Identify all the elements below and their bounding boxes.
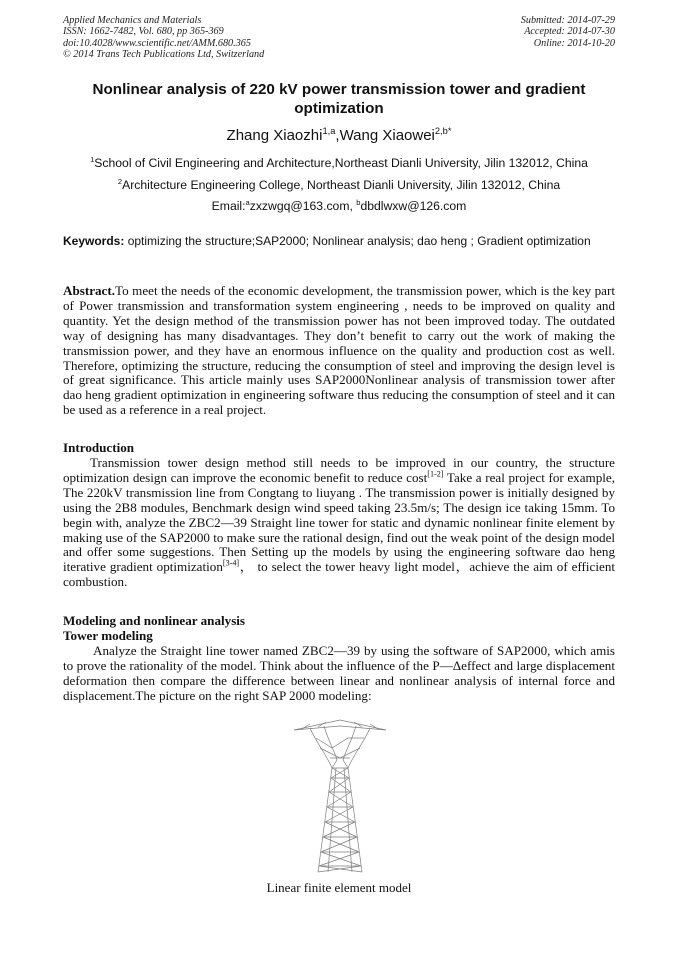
keywords-text: optimizing the structure;SAP2000; Nonlinear analysis; dao heng ; Gradient optimization xyxy=(124,234,591,248)
email-b-marker: b xyxy=(356,197,361,207)
author-2-marker: 2,b* xyxy=(434,126,452,136)
author-1-marker: 1,a xyxy=(322,126,336,136)
journal-info xyxy=(63,15,264,60)
journal-issn: ISSN: 1662-7482, Vol. 680, pp 365-369 xyxy=(63,26,224,38)
introduction-paragraph xyxy=(63,456,615,590)
introduction-text-1: Transmission tower design method still needs to be improved in our country, the structure optimization design can improve the economic benefit to reduce cost xyxy=(63,455,615,485)
tower-modeling-paragraph: Analyze the Straight line tower named ZBC2—39 by using the software of SAP2000, which amis to prove the rationality of the model. Think about the influence of the P—Δeffect and large displacement deformation then compare the difference between linear and nonlinear analysis of internal force and displacement.The picture on the right SAP 2000 modeling: xyxy=(63,643,615,703)
keywords xyxy=(63,234,615,249)
abstract-label: Abstract. xyxy=(63,283,115,298)
introduction-text-3: ， to select the tower heavy light model，achieve the aim of efficient combustion. xyxy=(63,559,616,590)
modeling-heading xyxy=(63,614,615,629)
author-line xyxy=(63,127,615,145)
figure-caption: Linear finite element model xyxy=(266,880,412,895)
affiliation-1-marker: 1 xyxy=(90,154,95,164)
author-2: Wang Xiaowei xyxy=(339,127,435,144)
affiliation-1 xyxy=(63,156,615,170)
journal-name: Applied Mechanics and Materials xyxy=(63,15,202,26)
affiliation-2-marker: 2 xyxy=(117,176,123,186)
introduction-text-2: Take a real project for example, The 220kV transmission line from Congtang to liuyang . The transmission power is initially designed by using the 2B8 modules, Benchmark design wind speed taking 23.5m/s; The design ice taking 15mm. To begin with, analyze the ZBC2—39 Straight line tower for static and dynamic nonlinear finite element by making use of the SAP2000 to make sure the rational design, find out the weak point of the design model and offer some suggestions. Then Setting up the models by using the engineering software dao heng iterative gradient optimization xyxy=(63,469,616,575)
tower-modeling-heading xyxy=(63,629,615,644)
keywords-label: Keywords: xyxy=(63,234,125,248)
affiliation-1-text: School of Civil Engineering and Architecture,Northeast Dianli University, Jilin 132012, China xyxy=(94,156,588,170)
online-date: Online: 2014-10-20 xyxy=(533,37,615,49)
email-a-marker: a xyxy=(245,197,250,207)
citation-2: [3-4] xyxy=(222,558,240,568)
submitted-date: Submitted: 2014-07-29 xyxy=(520,15,615,26)
citation-1: [1-2] xyxy=(427,469,444,479)
section-heading: Modeling and nonlinear analysis xyxy=(63,613,246,628)
abstract xyxy=(63,284,615,418)
section-heading: Introduction xyxy=(63,440,135,455)
abstract-text: To meet the needs of the economic development, the transmission power, which is the key part of Power transmission and transformation system engineering , needs to be improved on quality and quantity. Yet the design method of the transmission power has not been improved today. The outdated way of designing has many disadvantages. They don’t benefit to carry out the work of making the transmission power, and they have an enormous influence on the quality and production cost as well. Therefore, optimizing the structure, reducing the consumption of steel and improving the design level is of great significance. This article mainly uses SAP2000Nonlinear analysis of transmission tower after dao heng gradient optimization in engineering software thus reducing the consumption of steel and it can be used as a reference in a real project. xyxy=(63,283,615,418)
tower-model-figure xyxy=(290,714,390,880)
author-1: Zhang Xiaozhi xyxy=(226,127,323,144)
journal-copyright: © 2014 Trans Tech Publications Ltd, Switzerland xyxy=(63,48,265,60)
email-line xyxy=(63,199,615,213)
introduction-heading xyxy=(63,441,615,456)
affiliation-2-text: Architecture Engineering College, Northeast Dianli University, Jilin 132012, China xyxy=(122,178,561,192)
author-separator: , xyxy=(335,127,340,144)
publication-dates xyxy=(521,15,615,49)
accepted-date: Accepted: 2014-07-30 xyxy=(524,26,615,38)
email-a: zxzwgq@163.com, xyxy=(249,199,357,213)
subsection-heading: Tower modeling xyxy=(63,628,153,643)
email-b: dbdlwxw@126.com xyxy=(360,199,467,213)
journal-doi: doi:10.4028/www.scientific.net/AMM.680.365 xyxy=(63,37,251,49)
email-label: Email: xyxy=(211,199,246,213)
paper-title: Nonlinear analysis of 220 kV power transmission tower and gradient optimization xyxy=(92,81,586,117)
affiliation-2 xyxy=(63,178,615,192)
